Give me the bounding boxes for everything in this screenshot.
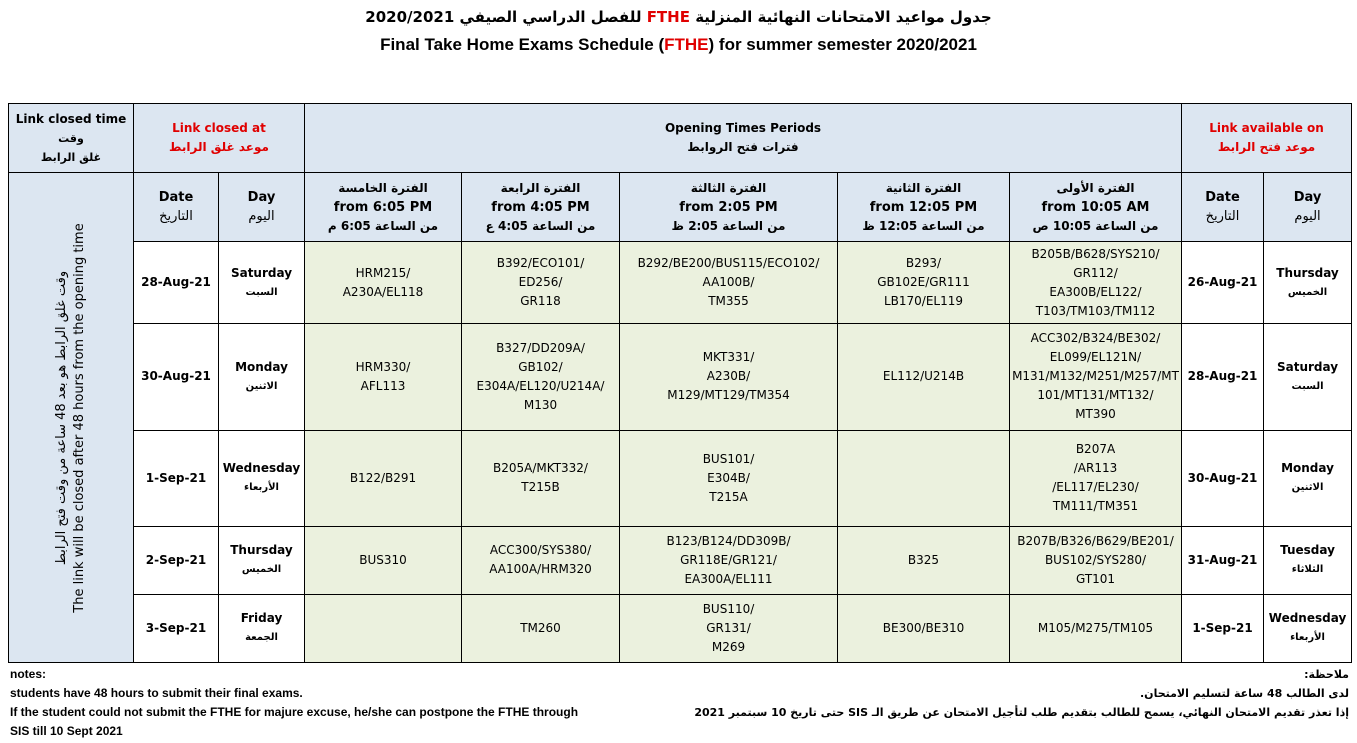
subheader-text: التاريخ <box>159 209 193 225</box>
header-link-available-on <box>1182 104 1352 173</box>
course-codes-line: A230B/ <box>706 369 751 384</box>
header-text: Opening Times Periods <box>664 121 822 136</box>
period-5-courses <box>305 526 462 594</box>
course-codes-line: B207A <box>1075 442 1116 457</box>
course-codes-line: B205B/B628/SYS210/ <box>1031 246 1160 261</box>
period-time-ar: من الساعة 10:05 ص <box>1032 218 1159 233</box>
period-time: from 2:05 PM <box>679 199 778 215</box>
open-day <box>1264 594 1352 662</box>
open-date: 26-Aug-21 <box>1182 242 1264 324</box>
course-codes-line: E304B/ <box>707 470 750 485</box>
period-time-ar: من الساعة 12:05 ظ <box>862 218 985 233</box>
course-codes-line: EL112/U214B <box>882 369 965 384</box>
course-codes-line: AA100A/HRM320 <box>489 562 592 577</box>
page-title-english <box>0 35 1357 55</box>
open-day <box>1264 324 1352 430</box>
course-codes-line: TM260 <box>520 620 561 635</box>
notes-english <box>10 665 650 741</box>
subheader-text: اليوم <box>1294 209 1321 225</box>
course-codes-line: GR118E/GR121/ <box>680 552 777 567</box>
course-codes-line: ACC302/B324/BE302/ <box>1030 331 1161 346</box>
course-codes-line: AA100B/ <box>702 275 755 290</box>
day-name: Wednesday <box>1268 611 1347 626</box>
close-day <box>219 324 305 430</box>
period-time: from 12:05 PM <box>869 199 978 215</box>
course-codes-line: A230A/EL118 <box>342 284 424 299</box>
course-codes-line: GR131/ <box>706 620 751 635</box>
day-name-ar: الخميس <box>1287 286 1328 298</box>
header-text: موعد فتح الرابط <box>1217 140 1316 155</box>
course-codes-line: M129/MT129/TM354 <box>667 388 790 403</box>
header-opening-periods <box>305 104 1182 173</box>
header-text: غلق الرابط <box>40 150 102 164</box>
subheader-text: Date <box>1205 190 1240 206</box>
course-codes-line: B325 <box>907 552 940 567</box>
course-codes-line: B327/DD209A/ <box>496 340 585 355</box>
day-name: Monday <box>235 359 288 374</box>
course-codes-line: AFL113 <box>360 378 406 393</box>
course-codes-line: B392/ECO101/ <box>496 256 585 271</box>
header-link-closed-time <box>9 104 134 173</box>
subheader-open-date <box>1182 173 1264 242</box>
course-codes-line: EA300A/EL111 <box>684 571 773 586</box>
period-4-courses <box>462 324 620 430</box>
period-1-courses <box>1010 526 1182 594</box>
day-name: Thursday <box>230 543 293 558</box>
day-name-ar: السبت <box>1291 380 1324 392</box>
course-codes-line: E304A/EL120/U214A/ <box>476 378 605 393</box>
day-name: Thursday <box>1276 265 1339 280</box>
course-codes-line: /EL117/EL230/ <box>1052 480 1139 495</box>
open-date: 31-Aug-21 <box>1182 526 1264 594</box>
course-codes-line: M269 <box>711 639 746 654</box>
course-codes-line: T103/TM103/TM112 <box>1035 303 1156 318</box>
period-4-header <box>462 173 620 242</box>
period-3-courses <box>620 526 838 594</box>
open-date: 1-Sep-21 <box>1182 594 1264 662</box>
course-codes-line: MT390 <box>1075 407 1116 422</box>
period-2-courses <box>838 526 1010 594</box>
course-codes-line: MKT331/ <box>702 350 755 365</box>
period-time-ar: من الساعة 4:05 ع <box>485 218 596 233</box>
period-2-courses <box>838 324 1010 430</box>
title-ar-part1: جدول مواعيد الامتحانات النهائية المنزلية <box>689 8 992 26</box>
period-4-courses <box>462 430 620 526</box>
course-codes-line: HRM215/ <box>355 265 411 280</box>
note-line: إذا تعذر تقديم الامتحان النهائي، يسمح للطالب بتقديم طلب لتأجيل الامتحان عن طريق الـ SIS حتى تاريخ 10 سبتمبر 2021 <box>694 706 1349 719</box>
course-codes-line: M131/M132/M251/M257/MT <box>1012 369 1179 384</box>
header-text: Link closed time <box>15 111 127 126</box>
day-name-ar: الاثنين <box>245 380 278 392</box>
subheader-close-date <box>134 173 219 242</box>
course-codes-line: B207B/B326/B629/BE201/ <box>1017 533 1174 548</box>
header-text: Link closed at <box>172 121 266 136</box>
period-label: الفترة الخامسة <box>338 180 428 195</box>
period-time-ar: من الساعة 6:05 م <box>327 218 439 233</box>
period-time: from 10:05 AM <box>1041 199 1150 215</box>
period-4-courses <box>462 526 620 594</box>
course-codes-line: ACC300/SYS380/ <box>489 543 592 558</box>
open-date: 30-Aug-21 <box>1182 430 1264 526</box>
course-codes-line: /AR113 <box>1073 461 1118 476</box>
header-text: وقت <box>58 131 84 145</box>
period-label: الفترة الثالثة <box>690 180 767 195</box>
course-codes-line: B123/B124/DD309B/ <box>666 533 791 548</box>
course-codes-line: M105/M275/TM105 <box>1037 620 1154 635</box>
table-row <box>9 324 1352 430</box>
period-2-header <box>838 173 1010 242</box>
course-codes-line: GB102/ <box>518 359 563 374</box>
day-name: Wednesday <box>222 461 301 476</box>
course-codes-line: BE300/BE310 <box>882 620 965 635</box>
course-codes-line: GR112/ <box>1073 265 1118 280</box>
day-name: Monday <box>1281 461 1334 476</box>
subheader-close-day <box>219 173 305 242</box>
course-codes-line: GB102E/GR111 <box>877 275 970 290</box>
title-ar-part2: للفصل الدراسي الصيفي 2020/2021 <box>365 8 647 26</box>
period-4-courses <box>462 242 620 324</box>
period-5-header <box>305 173 462 242</box>
period-2-courses <box>838 430 1010 526</box>
close-day <box>219 430 305 526</box>
period-5-courses <box>305 430 462 526</box>
course-codes-line: BUS110/ <box>702 601 755 616</box>
period-label: الفترة الأولى <box>1056 180 1135 195</box>
close-date: 3-Sep-21 <box>134 594 219 662</box>
course-codes-line: B292/BE200/BUS115/ECO102/ <box>637 256 820 271</box>
open-day <box>1264 430 1352 526</box>
course-codes-line: EA300B/EL122/ <box>1049 284 1142 299</box>
header-text: Link available on <box>1209 121 1324 136</box>
note-line: students have 48 hours to submit their final exams. <box>10 686 303 700</box>
day-name-ar: الثلاثاء <box>1291 564 1324 576</box>
open-day <box>1264 526 1352 594</box>
day-name-ar: السبت <box>245 286 278 298</box>
day-name: Friday <box>240 611 283 626</box>
course-codes-line: BUS101/ <box>702 451 755 466</box>
course-codes-line: B122/B291 <box>349 470 417 485</box>
close-day <box>219 594 305 662</box>
day-name-ar: الأربعاء <box>244 482 279 494</box>
period-2-courses <box>838 242 1010 324</box>
period-1-courses <box>1010 324 1182 430</box>
note-line: If the student could not submit the FTHE for majure excuse, he/she can postpone the FTHE through <box>10 705 579 719</box>
period-5-courses <box>305 594 462 662</box>
period-5-courses <box>305 242 462 324</box>
title-en-part2: ) for summer semester 2020/2021 <box>708 35 977 54</box>
period-2-courses <box>838 594 1010 662</box>
header-link-closed-at <box>134 104 305 173</box>
table-row <box>9 242 1352 324</box>
notes-arabic <box>689 665 1349 722</box>
course-codes-line: B205A/MKT332/ <box>493 461 588 476</box>
table-row <box>9 526 1352 594</box>
day-name: Saturday <box>230 265 293 280</box>
course-codes-line: T215A <box>709 489 748 504</box>
subheader-text: اليوم <box>248 209 275 225</box>
day-name: Tuesday <box>1280 543 1335 558</box>
period-3-courses <box>620 242 838 324</box>
close-day <box>219 526 305 594</box>
course-codes-line: T215B <box>521 480 560 495</box>
course-codes-line: TM355 <box>708 294 749 309</box>
note-line: لدى الطالب 48 ساعة لتسليم الامتحان. <box>1140 687 1349 700</box>
period-1-courses <box>1010 242 1182 324</box>
note-line: notes: <box>10 667 46 681</box>
day-name-ar: الاثنين <box>1291 482 1324 494</box>
period-time: from 4:05 PM <box>491 199 590 215</box>
close-day <box>219 242 305 324</box>
course-codes-line: M130 <box>523 397 558 412</box>
period-3-courses <box>620 324 838 430</box>
period-3-courses <box>620 594 838 662</box>
subheader-text: Date <box>158 190 194 206</box>
period-time-ar: من الساعة 2:05 ظ <box>671 218 786 233</box>
vertical-note-ar: وقت غلق الرابط هو بعد 48 ساعة من وقت فتح الرابط <box>54 270 69 565</box>
title-en-fthe: FTHE <box>664 35 709 54</box>
period-1-courses <box>1010 594 1182 662</box>
period-time: from 6:05 PM <box>333 199 433 215</box>
table-row <box>9 430 1352 526</box>
course-codes-line: HRM330/ <box>355 359 411 374</box>
course-codes-line: BUS310 <box>359 552 407 567</box>
subheader-text: Day <box>247 190 276 206</box>
exam-schedule-table <box>8 103 1352 663</box>
note-line: ملاحظة: <box>1304 668 1349 681</box>
table-row <box>9 594 1352 662</box>
title-en-part1: Final Take Home Exams Schedule ( <box>380 35 665 54</box>
subheader-text: Day <box>1293 190 1322 206</box>
period-label: الفترة الرابعة <box>500 180 581 195</box>
vertical-note-en: The link will be closed after 48 hours from the opening time <box>72 222 87 613</box>
day-name-ar: الجمعة <box>245 632 278 644</box>
course-codes-line: EL099/EL121N/ <box>1049 350 1142 365</box>
close-date: 28-Aug-21 <box>134 242 219 324</box>
period-5-courses <box>305 324 462 430</box>
vertical-closing-note <box>9 173 134 663</box>
day-name-ar: الخميس <box>241 564 282 576</box>
course-codes-line: B293/ <box>905 256 942 271</box>
course-codes-line: TM111/TM351 <box>1052 499 1139 514</box>
period-1-header <box>1010 173 1182 242</box>
course-codes-line: GR118 <box>520 294 561 309</box>
close-date: 2-Sep-21 <box>134 526 219 594</box>
course-codes-line: BUS102/SYS280/ <box>1044 552 1147 567</box>
day-name-ar: الأربعاء <box>1290 632 1325 644</box>
course-codes-line: 101/MT131/MT132/ <box>1037 388 1154 403</box>
period-3-courses <box>620 430 838 526</box>
note-line: SIS till 10 Sept 2021 <box>10 724 123 738</box>
course-codes-line: LB170/EL119 <box>883 294 964 309</box>
course-codes-line: ED256/ <box>518 275 563 290</box>
open-date: 28-Aug-21 <box>1182 324 1264 430</box>
header-text: فترات فتح الروابط <box>687 140 799 155</box>
open-day <box>1264 242 1352 324</box>
close-date: 1-Sep-21 <box>134 430 219 526</box>
period-1-courses <box>1010 430 1182 526</box>
period-4-courses <box>462 594 620 662</box>
page-title-arabic <box>0 8 1357 26</box>
title-ar-fthe: FTHE <box>646 8 690 26</box>
subheader-open-day <box>1264 173 1352 242</box>
header-text: موعد غلق الرابط <box>169 140 269 155</box>
period-3-header <box>620 173 838 242</box>
subheader-text: التاريخ <box>1205 209 1240 225</box>
course-codes-line: GT101 <box>1075 571 1116 586</box>
period-label: الفترة الثانية <box>885 180 962 195</box>
day-name: Saturday <box>1276 359 1339 374</box>
close-date: 30-Aug-21 <box>134 324 219 430</box>
